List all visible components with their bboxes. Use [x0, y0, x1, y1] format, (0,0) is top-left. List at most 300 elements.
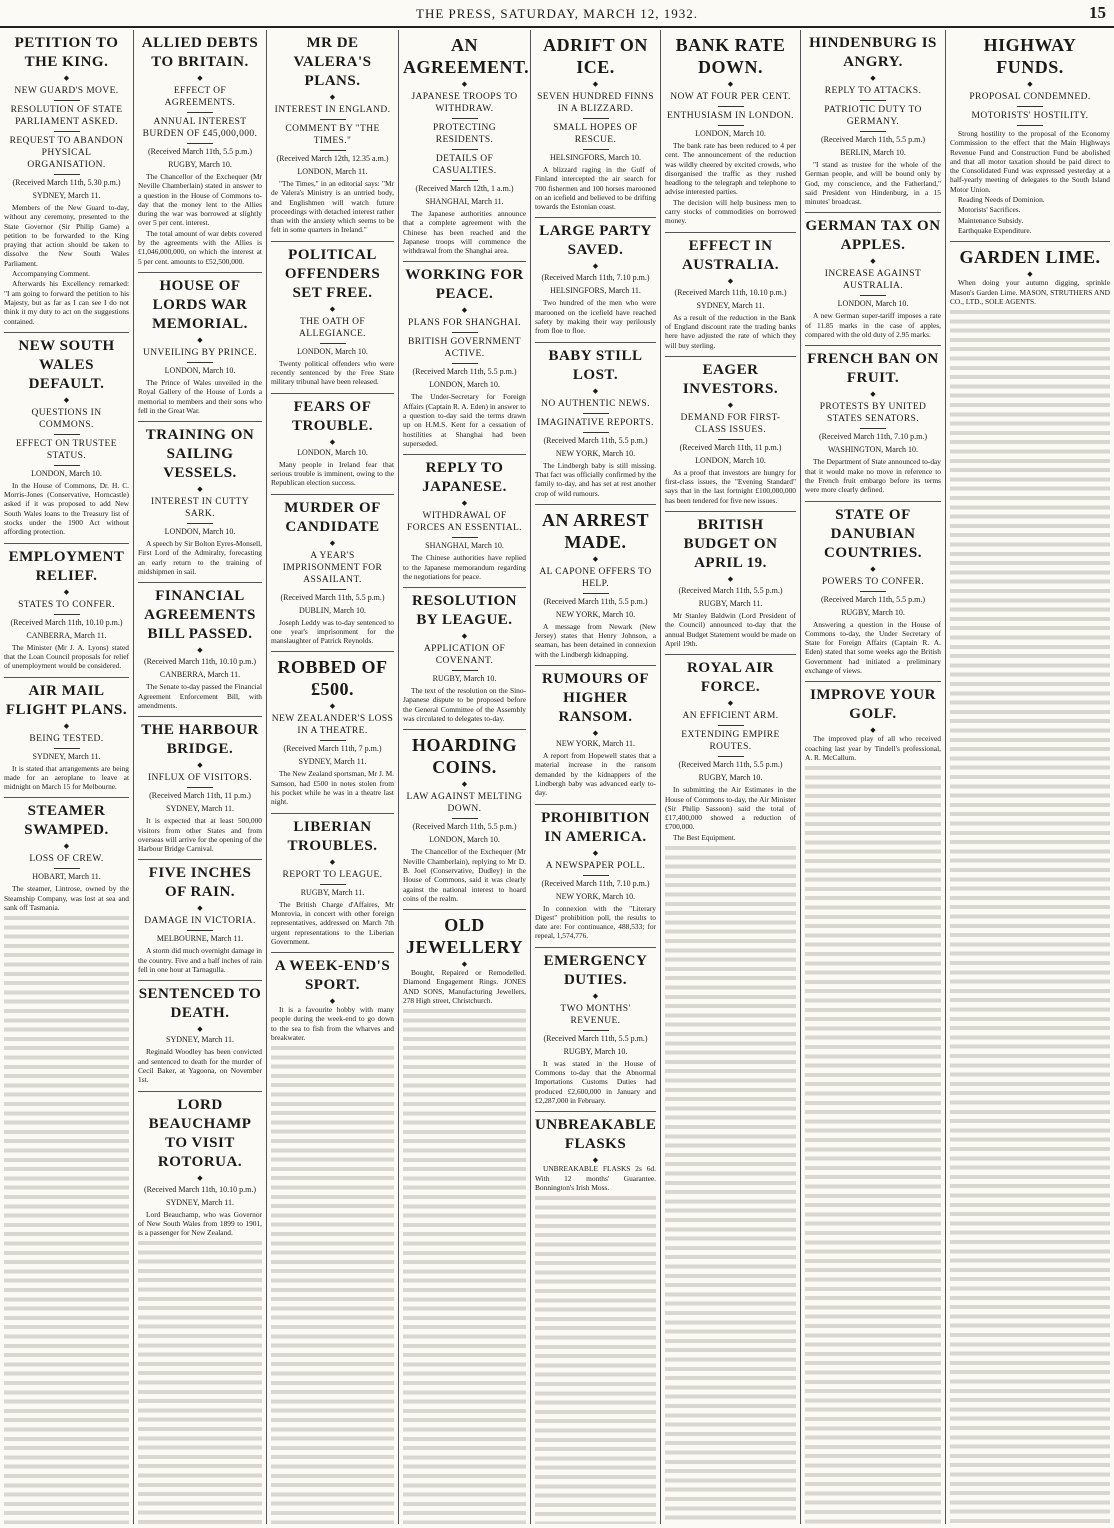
body-paragraph: It is expected that at least 500,000 visitors from other States and from overseas will arrive for the opening of the Harbour Bridge Carnival. — [138, 816, 262, 854]
subheading-rule — [452, 180, 478, 181]
body-paragraph: It was stated in the House of Commons to-day that the Abnormal Importations Customs Duties had produced £2,600,000 in January and £2,287,000 in February. — [535, 1058, 656, 1105]
dateline: SHANGHAI, March 10. — [425, 541, 504, 551]
article — [805, 212, 941, 339]
article-headline: PETITION TO THE KING. — [14, 35, 119, 70]
body-paragraph: The steamer, Lintrose, owned by the Steamship Company, was lost at sea and sank off Tasmania. — [4, 884, 129, 913]
article-subheading: AN EFFICIENT ARM. — [682, 711, 779, 722]
article — [403, 454, 526, 581]
headline-ornament: ◆ — [592, 554, 599, 563]
body-paragraph: Two hundred of the men who were marooned on the icefield have reached safety by making their way perilously from floe to floe. — [535, 298, 656, 336]
article-subheading: INCREASE AGAINST AUSTRALIA. — [824, 269, 922, 292]
column-text-continuation — [950, 307, 1110, 1524]
article-subheading: EFFECT OF AGREEMENTS. — [164, 86, 236, 108]
body-paragraph: The Best Equipment. — [673, 832, 736, 842]
article — [4, 677, 129, 792]
dateline: RUGBY, March 11. — [698, 599, 763, 609]
article — [271, 494, 394, 646]
article-divider — [271, 651, 394, 652]
article-subheading: PLANS FOR SHANGHAI. — [408, 318, 521, 329]
column-text-continuation — [805, 763, 941, 1524]
article-divider — [535, 342, 656, 343]
dateline: RUGBY, March 11. — [300, 887, 365, 897]
article-subheading: ENTHUSIASM IN LONDON. — [667, 111, 794, 121]
article-headline: UNBREAKABLE FLASKS — [535, 1117, 657, 1153]
subheading-rule — [187, 112, 213, 113]
body-paragraph: The Japanese authorities announce that a complete agreement with the Chinese has been reached and the Japanese troops will commence the withdrawal from the Shanghai area. — [403, 209, 526, 256]
article — [138, 1091, 262, 1238]
column-text-continuation — [665, 843, 796, 1524]
article-subheading: TWO MONTHS' REVENUE. — [560, 1003, 631, 1026]
headline-ornament: ◆ — [727, 699, 734, 708]
page-number: 15 — [1089, 3, 1106, 22]
headline-ornament: ◆ — [461, 960, 468, 969]
body-paragraph: A storm did much overnight damage in the country. Five and a half inches of rain fell in one hour at Tarnagulla. — [138, 946, 262, 975]
received-time: (Received March 11th, 10.10 p.m.) — [143, 1184, 257, 1194]
article — [4, 797, 129, 912]
article-headline: EAGER INVESTORS. — [682, 361, 779, 397]
headline-ornament: ◆ — [870, 74, 876, 82]
body-paragraph: The New Zealand sportsman, Mr J. M. Samson, had £500 in notes stolen from his pocket while he was in a theatre last night. — [271, 769, 394, 807]
article-divider — [665, 654, 796, 655]
article-subheading: NEW GUARD'S MOVE. — [14, 86, 119, 96]
body-paragraph: The Minister (Mr J. A. Lyons) stated that the Loan Council proposals for relief of unemployment would be considered. — [4, 642, 129, 671]
article-headline: LORD BEAUCHAMP TO VISIT ROTORUA. — [148, 1096, 252, 1170]
article-headline: STEAMER SWAMPED. — [24, 803, 109, 839]
article-subheading: WITHDRAWAL OF FORCES AN ESSENTIAL. — [407, 511, 522, 534]
subheading-rule — [54, 614, 80, 615]
article-divider — [138, 272, 262, 273]
headline-ornament: ◆ — [461, 780, 468, 789]
headline-ornament: ◆ — [197, 1173, 203, 1182]
dateline: WASHINGTON, March 10. — [827, 445, 919, 455]
article — [665, 511, 796, 648]
headline-ornament: ◆ — [461, 80, 468, 88]
masthead-title: THE PRESS, SATURDAY, MARCH 12, 1932. — [416, 6, 698, 21]
article-headline: AN AGREEMENT. — [403, 35, 530, 77]
subheading-rule — [860, 295, 886, 296]
dateline: RUGBY, March 10. — [168, 160, 232, 169]
article — [271, 241, 394, 387]
article-subheading: IMAGINATIVE REPORTS. — [537, 417, 654, 428]
column-4 — [398, 30, 530, 1524]
article — [403, 261, 526, 448]
article — [665, 654, 796, 842]
subheading-rule — [718, 439, 744, 440]
received-time: (Received March 12th, 12.35 a.m.) — [276, 154, 389, 163]
article-headline: WORKING FOR PEACE. — [405, 267, 524, 303]
column-1 — [0, 30, 133, 1524]
subheading-rule — [320, 343, 346, 344]
headline-ornament: ◆ — [1027, 270, 1033, 279]
headline-ornament: ◆ — [727, 400, 734, 409]
article — [138, 34, 262, 266]
article-divider — [665, 511, 796, 512]
subheading-rule — [452, 332, 478, 333]
article — [403, 587, 526, 723]
article-subheading: THE OATH OF ALLEGIANCE. — [299, 316, 366, 339]
dateline: HELSINGFORS, March 10. — [549, 153, 642, 162]
dateline: LONDON, March 11. — [297, 167, 368, 176]
article-headline: IMPROVE YOUR GOLF. — [810, 687, 936, 723]
article — [535, 1111, 656, 1192]
article-divider — [138, 582, 262, 583]
article-headline: AIR MAIL FLIGHT PLANS. — [5, 682, 128, 718]
headline-ornament: ◆ — [870, 257, 876, 266]
article-headline: BRITISH BUDGET ON APRIL 19. — [683, 517, 778, 572]
body-paragraph: The Senate to-day passed the Financial Agreement Enforcement Bill, with amendments. — [138, 682, 262, 710]
body-paragraph: As a proof that investors are hungry for first-class issues, the "Evening Standard" says that in the last fortnight £100,000,000 has been tendered for five new issues. — [665, 467, 796, 505]
subheading-rule — [583, 118, 609, 119]
article — [535, 34, 656, 211]
body-paragraph: The improved play of all who received coaching last year by Tindell's professional, A. R. McCallum. — [805, 734, 941, 762]
article-subheading: RESOLUTION OF STATE PARLIAMENT ASKED. — [10, 105, 123, 127]
dateline: SYDNEY, March 11. — [166, 804, 234, 814]
received-time: (Received March 11th, 7 p.m.) — [283, 744, 382, 754]
headline-ornament: ◆ — [63, 74, 70, 82]
subheading-rule — [718, 756, 744, 757]
article-headline: OLD JEWELLERY — [406, 915, 523, 958]
subheading-rule — [187, 362, 213, 363]
headline-ornament: ◆ — [592, 386, 599, 395]
masthead — [0, 0, 1114, 28]
body-paragraph: Afterwards his Excellency remarked: "I am going to forward the petition to his Majesty, but as far as I can see I do not think it my duty to act on the suggestions contained. — [4, 279, 129, 326]
body-paragraph: Accompanying Comment. — [12, 269, 90, 279]
body-paragraph: UNBREAKABLE FLASKS 2s 6d. With 12 months' Guarantee. Bonnington's Irish Moss. — [535, 1164, 656, 1192]
column-text-continuation — [4, 913, 129, 1524]
article-headline: RUMOURS OF HIGHER RANSOM. — [541, 671, 650, 726]
article-divider — [138, 859, 262, 860]
subheading-rule — [452, 670, 478, 671]
body-paragraph: The Chinese authorities have replied to the Japanese memorandum regarding the negotiations for peace. — [403, 553, 526, 581]
article-divider — [271, 813, 394, 814]
article — [950, 241, 1110, 306]
headline-ornament: ◆ — [870, 564, 876, 573]
article-subheading: APPLICATION OF COVENANT. — [423, 644, 506, 667]
article-headline: HOARDING COINS. — [411, 735, 517, 778]
subheading-rule — [860, 100, 886, 101]
column-6 — [660, 30, 800, 1524]
article — [535, 504, 656, 659]
article-divider — [271, 952, 394, 953]
article-divider — [138, 716, 262, 717]
headline-ornament: ◆ — [329, 304, 336, 313]
body-paragraph: The bank rate has been reduced to 4 per cent. The announcement of the reduction was wildly cheered by excited crowds, who disorganised the traffic as they rushed headlong to the telegraph and telephone to advise interested parties. — [665, 141, 796, 197]
subheading-rule — [1017, 106, 1043, 107]
article — [535, 342, 656, 498]
body-paragraph: "The Times," in an editorial says: "Mr de Valera's Ministry is an untried body, and Englishmen will watch future proceedings with detached interest rather than with the anxiety which seems to be felt in some quarters in Ireland." — [271, 179, 394, 235]
headline-ornament: ◆ — [727, 80, 734, 88]
article-headline: LARGE PARTY SAVED. — [539, 223, 652, 259]
article-headline: A WEEK-END'S SPORT. — [274, 958, 391, 994]
article-headline: ROBBED OF £500. — [277, 657, 388, 700]
received-time: (Received March 11th, 5.5 p.m.) — [678, 586, 783, 596]
subheading-rule — [187, 930, 213, 931]
article-subheading: NEW ZEALANDER'S LOSS IN A THEATRE. — [271, 714, 394, 737]
article-headline: ROYAL AIR FORCE. — [687, 660, 774, 696]
dateline: NEW YORK, March 10. — [555, 448, 636, 458]
body-paragraph: Reading Needs of Dominion. — [958, 195, 1045, 205]
subheading-rule — [54, 465, 80, 466]
headline-ornament: ◆ — [592, 991, 599, 1000]
article-divider — [271, 241, 394, 242]
dateline: SYDNEY, March 11. — [32, 191, 101, 200]
subheading-rule — [320, 119, 346, 120]
body-paragraph: In the House of Commons, Dr. H. C. Morris-Jones (Conservative, Horncastle) asked if it was proposed to add New South Wales loans to the Treasury list of stocks under the 1900 Act without affording protection. — [4, 480, 129, 537]
article — [805, 681, 941, 762]
received-time: (Received March 11th, 5.30 p.m.) — [12, 178, 121, 187]
headline-ornament: ◆ — [592, 729, 599, 738]
dateline: SYDNEY, March 11. — [298, 757, 367, 767]
article-headline: PROHIBITION IN AMERICA. — [541, 809, 650, 845]
article-subheading: PROPOSAL CONDEMNED. — [969, 92, 1091, 102]
body-paragraph: The Department of State announced to-day that it would make no move in reference to the French fruit embargo before its terms were more clearly defined. — [805, 457, 941, 495]
dateline: RUGBY, March 10. — [698, 773, 763, 783]
body-paragraph: Strong hostility to the proposal of the Economy Commission to the effect that the Main Highways Revenue Fund and Construction Fund be abolished and that all motor taxation should be paid direct to the Consolidated Fund was expressed yesterday at a half-yearly meeting of delegates to the South Island Motor Union. — [950, 129, 1110, 194]
article-divider — [4, 332, 129, 333]
dateline: BERLIN, March 10. — [840, 148, 906, 157]
subheading-rule — [583, 413, 609, 414]
article-headline: TRAINING ON SAILING VESSELS. — [145, 427, 255, 482]
headline-ornament: ◆ — [329, 702, 336, 711]
article-divider — [138, 1091, 262, 1092]
subheading-rule — [187, 143, 213, 144]
headline-ornament: ◆ — [63, 721, 70, 730]
article-divider — [665, 356, 796, 357]
body-paragraph: Lord Beauchamp, who was Governor of New South Wales from 1899 to 1901, is a passenger for New Zealand. — [138, 1209, 262, 1238]
dateline: MELBOURNE, March 11. — [156, 934, 244, 944]
article-divider — [4, 797, 129, 798]
article-headline: RESOLUTION BY LEAGUE. — [411, 593, 518, 629]
article-headline: REPLY TO JAPANESE. — [422, 460, 507, 496]
headline-ornament: ◆ — [870, 390, 876, 399]
dateline: CANBERRA, March 11. — [159, 670, 241, 680]
body-paragraph: Joseph Leddy was to-day sentenced to one year's imprisonment for the manslaughter of Patrick Reynolds. — [271, 617, 394, 646]
received-time: (Received March 11th, 5.5 p.m.) — [412, 822, 517, 832]
received-time: (Received March 11th, 10.10 p.m.) — [674, 287, 787, 297]
body-paragraph: As a result of the reduction in the Bank of England discount rate the trading banks here have adjusted the rate of which they will buy sterling. — [665, 312, 796, 350]
body-paragraph: Mr Stanley Baldwin (Lord President of the Council) announced to-day that the annual Budget Statement would be made on April 19th. — [665, 611, 796, 648]
article-subheading: STATES TO CONFER. — [18, 599, 115, 610]
article-subheading: A YEAR'S IMPRISONMENT FOR ASSAILANT. — [282, 550, 383, 585]
dateline: NEW YORK, March 11. — [555, 739, 636, 749]
headline-ornament: ◆ — [197, 1025, 203, 1034]
article-headline: EFFECT IN AUSTRALIA. — [681, 237, 780, 273]
headline-ornament: ◆ — [197, 485, 203, 494]
article-subheading: JAPANESE TROOPS TO WITHDRAW. — [411, 92, 518, 114]
subheading-rule — [320, 150, 346, 151]
dateline: SYDNEY, March 11. — [166, 1197, 234, 1207]
dateline: SYDNEY, March 11. — [696, 300, 765, 310]
received-time: (Received March 11th, 11 p.m.) — [149, 791, 251, 801]
body-paragraph: The text of the resolution on the Sino-Japanese dispute to be proposed before the General Committee of the Assembly was circulated to delegates to-day. — [403, 686, 526, 724]
article — [805, 501, 941, 676]
body-paragraph: It is a favourite hobby with many people during the week-end to go down to the sea to fish from the wharves and breakwater. — [271, 1005, 394, 1043]
subheading-rule — [187, 523, 213, 524]
article — [403, 34, 530, 256]
article — [138, 859, 262, 974]
article — [4, 332, 129, 537]
headline-ornament: ◆ — [63, 395, 70, 404]
article-divider — [271, 494, 394, 495]
column-2 — [133, 30, 266, 1524]
article-headline: FRENCH BAN ON FRUIT. — [807, 351, 939, 387]
subheading-rule — [860, 131, 886, 132]
article-subheading: DEMAND FOR FIRST-CLASS ISSUES. — [680, 412, 781, 435]
article — [138, 716, 262, 853]
article — [271, 651, 394, 806]
headline-ornament: ◆ — [197, 761, 203, 770]
article-headline: BABY STILL LOST. — [548, 347, 643, 383]
article-headline: EMPLOYMENT RELIEF. — [8, 548, 125, 584]
article-subheading: BRITISH GOVERNMENT ACTIVE. — [407, 337, 522, 360]
dateline: LONDON, March 10. — [164, 365, 236, 375]
headline-ornament: ◆ — [727, 276, 734, 285]
body-paragraph: The Lindbergh baby is still missing. That fact was officially confirmed by the family to-day, and has set at rest another crop of wild rumours. — [535, 460, 656, 498]
headline-ornament: ◆ — [461, 632, 468, 641]
subheading-rule — [452, 818, 478, 819]
article-subheading: REPORT TO LEAGUE. — [282, 869, 383, 880]
subheading-rule — [187, 787, 213, 788]
article-headline: LIBERIAN TROUBLES. — [287, 818, 378, 854]
body-paragraph: Bought, Repaired or Remodelled. Diamond Engagement Rings. JONES AND SONS, Manufacturing Jewellers, 278 High street, Christchurch. — [403, 968, 526, 1006]
received-time: (Received March 11th, 5.5 p.m.) — [820, 594, 926, 604]
headline-ornament: ◆ — [329, 538, 336, 547]
received-time: (Received March 11th, 5.5 p.m.) — [280, 592, 385, 602]
headline-ornament: ◆ — [461, 499, 468, 508]
article — [805, 34, 941, 206]
dateline: RUGBY, March 10. — [563, 1046, 628, 1056]
article-headline: HIGHWAY FUNDS. — [983, 35, 1077, 77]
article — [271, 952, 394, 1042]
article-headline: NEW SOUTH WALES DEFAULT. — [18, 337, 115, 392]
article-divider — [4, 677, 129, 678]
body-paragraph: A message from Newark (New Jersey) states that Henry Johnson, a seaman, has been detained in connexion with the Lindbergh kidnapping. — [535, 621, 656, 659]
subheading-rule — [54, 868, 80, 869]
received-time: (Received March 11th, 5.5 p.m.) — [678, 760, 783, 770]
article-subheading: PATRIOTIC DUTY TO GERMANY. — [824, 105, 922, 127]
article — [4, 34, 129, 326]
article — [535, 665, 656, 797]
article — [4, 543, 129, 671]
article-subheading: DAMAGE IN VICTORIA. — [144, 916, 256, 927]
article-divider — [138, 980, 262, 981]
subheading-rule — [54, 174, 80, 175]
subheading-rule — [583, 1030, 609, 1031]
article-headline: GERMAN TAX ON APPLES. — [805, 218, 941, 254]
article-subheading: NO AUTHENTIC NEWS. — [541, 398, 650, 409]
dateline: HOBART, March 11. — [32, 872, 101, 882]
article-subheading: A NEWSPAPER POLL. — [545, 860, 646, 871]
article-subheading: BEING TESTED. — [29, 733, 104, 744]
article-subheading: PROTESTS BY UNITED STATES SENATORS. — [819, 402, 927, 425]
article-headline: HOUSE OF LORDS WAR MEMORIAL. — [152, 277, 248, 332]
article-headline: STATE OF DANUBIAN COUNTRIES. — [824, 506, 922, 561]
article — [403, 729, 526, 903]
article-divider — [403, 729, 526, 730]
article-subheading: NOW AT FOUR PER CENT. — [670, 92, 791, 102]
body-paragraph: Members of the New Guard to-day, without any ceremony, presented to the State Governor (Sir Philip Game) a petition to be forwarded to the King praying that action should be taken to dissolve the New South Wales Parliament. — [4, 203, 129, 268]
headline-ornament: ◆ — [197, 335, 203, 344]
dateline: NEW YORK, March 10. — [555, 609, 636, 619]
article-headline: POLITICAL OFFENDERS SET FREE. — [284, 246, 381, 301]
body-paragraph: The Prince of Wales unveiled in the Royal Gallery of the House of Lords a memorial to members and their sons who fell in the Great War. — [138, 377, 262, 415]
article-divider — [535, 947, 656, 948]
subheading-rule — [718, 125, 744, 126]
subheading-rule — [320, 589, 346, 590]
article-headline: ADRIFT ON ICE. — [543, 35, 648, 77]
article-subheading: INTEREST IN CUTTY SARK. — [151, 497, 249, 520]
article-subheading: AL CAPONE OFFERS TO HELP. — [539, 566, 652, 589]
dateline: NEW YORK, March 10. — [555, 891, 636, 901]
dateline: LONDON, March 10. — [31, 468, 102, 478]
article-headline: AN ARREST MADE. — [541, 509, 650, 552]
received-time: (Received March 11th, 10.10 p.m.) — [10, 617, 123, 627]
received-time: (Received March 11th, 5.5 p.m.) — [412, 367, 517, 377]
subheading-rule — [583, 149, 609, 150]
body-paragraph: "I stand as trustee for the whole of the German people, and will be bound only by God, my conscience, and the Fatherland," said President von Hindenburg, in a 15 minutes' broadcast. — [805, 160, 941, 207]
subheading-rule — [452, 363, 478, 364]
subheading-rule — [860, 428, 886, 429]
column-5 — [530, 30, 660, 1524]
article — [403, 909, 526, 1005]
article — [805, 345, 941, 494]
headline-ornament: ◆ — [1027, 80, 1033, 88]
article-subheading: COMMENT BY "THE TIMES." — [285, 124, 380, 146]
body-paragraph: A speech by Sir Bolton Eyres-Monsell, First Lord of the Admiralty, forecasting an early return to the training of midshipmen in sail. — [138, 539, 262, 577]
article — [271, 393, 394, 488]
article-subheading: REPLY TO ATTACKS. — [824, 86, 922, 96]
article-subheading: INTEREST IN ENGLAND. — [274, 105, 391, 115]
body-paragraph: Motorists' Sacrifices. — [958, 205, 1021, 215]
body-paragraph: Earthquake Expenditure. — [958, 225, 1032, 235]
subheading-rule — [718, 725, 744, 726]
article-subheading: ANNUAL INTEREST BURDEN OF £45,000,000. — [142, 117, 258, 139]
dateline: LONDON, March 10. — [695, 455, 766, 465]
article-divider — [535, 1111, 656, 1112]
article-divider — [805, 345, 941, 346]
article — [535, 804, 656, 941]
article-headline: BANK RATE DOWN. — [675, 35, 786, 77]
headline-ornament: ◆ — [197, 74, 203, 82]
body-paragraph: The Under-Secretary for Foreign Affairs (Captain R. A. Eden) in answer to a question to-day said the terms drawn up on H.M.S. Kent for a cessation of hostilities at Shanghai had been superseded. — [403, 392, 526, 448]
headline-ornament: ◆ — [329, 437, 336, 446]
article-divider — [805, 501, 941, 502]
article — [138, 582, 262, 710]
dateline: LONDON, March 10. — [297, 447, 368, 457]
received-time: (Received March 12th, 1 a.m.) — [415, 184, 514, 193]
column-8 — [945, 30, 1114, 1524]
body-paragraph: When doing your autumn digging, sprinkle Mason's Garden Lime. MASON, STRUTHERS AND CO., LTD., SOLE AGENTS. — [950, 278, 1110, 306]
headline-ornament: ◆ — [63, 587, 70, 596]
article-subheading: LOSS OF CREW. — [29, 854, 104, 865]
headline-ornament: ◆ — [197, 646, 203, 655]
article-subheading: DETAILS OF CASUALTIES. — [432, 154, 497, 176]
article-divider — [403, 909, 526, 910]
article-headline: GARDEN LIME. — [959, 247, 1101, 268]
headline-ornament: ◆ — [329, 93, 336, 101]
subheading-rule — [54, 434, 80, 435]
article-divider — [403, 454, 526, 455]
article-headline: MURDER OF CANDIDATE — [284, 499, 381, 535]
body-paragraph: A blizzard raging in the Gulf of Finland intercepted the air search for 700 fishermen and 100 horses marooned on an icefield and believed to be drifting towards the Estonian coast. — [535, 165, 656, 212]
article-divider — [665, 232, 796, 233]
article-headline: FINANCIAL AGREEMENTS BILL PASSED. — [144, 588, 256, 643]
received-time: (Received March 11th, 5.5 p.m.) — [820, 135, 926, 144]
subheading-rule — [452, 149, 478, 150]
article-headline: HINDENBURG IS ANGRY. — [809, 35, 937, 70]
article-divider — [403, 587, 526, 588]
body-paragraph: In connexion with the "Literary Digest" prohibition poll, the results to date are: For continuance, 488,533; for repeal, 1,574,776. — [535, 903, 656, 941]
